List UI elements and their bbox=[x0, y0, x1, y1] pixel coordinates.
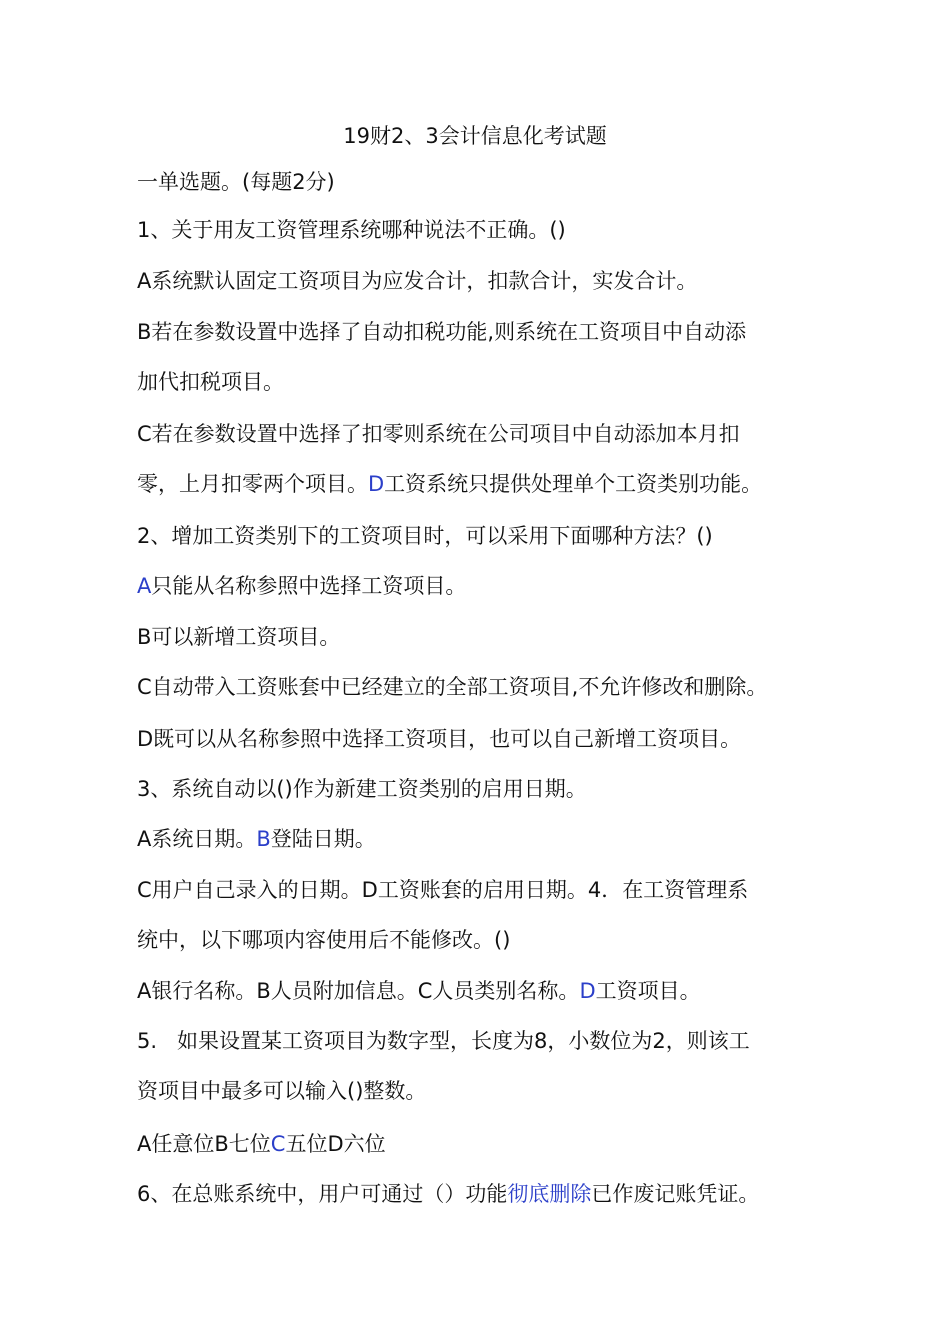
question-5-option-c-letter: C bbox=[270, 1132, 286, 1156]
question-3-stem: 3、系统自动以()作为新建工资类别的启用日期。 bbox=[137, 777, 587, 801]
question-5-stem-line-1: 5. 如果设置某工资项目为数字型，长度为8，小数位为2，则该工 bbox=[137, 1029, 750, 1053]
question-4-option-d-text: 工资项目。 bbox=[595, 979, 701, 1003]
question-6-stem bbox=[137, 1180, 837, 1208]
question-2-option-c: C自动带入工资账套中已经建立的全部工资项目,不允许修改和删除。 bbox=[137, 675, 768, 699]
question-5-option-c-text: 五位 bbox=[285, 1132, 328, 1156]
question-5-options bbox=[137, 1130, 837, 1158]
question-3-options-a-b bbox=[137, 825, 837, 853]
question-3-option-b-text: 登陆日期。 bbox=[270, 827, 376, 851]
question-1-option-c-line-1: C若在参数设置中选择了扣零则系统在公司项目中自动添加本月扣 bbox=[137, 422, 740, 446]
question-4-options-a-b-c: A银行名称。B人员附加信息。C人员类别名称。 bbox=[137, 979, 580, 1003]
question-2-option-a-text: 只能从名称参照中选择工资项目。 bbox=[151, 574, 467, 598]
page-title: 19财2、3会计信息化考试题 bbox=[343, 124, 607, 148]
question-3-options-c-d: C用户自己录入的日期。D工资账套的启用日期。4．在工资管理系 bbox=[137, 878, 749, 902]
question-2-stem: 2、增加工资类别下的工资项目时，可以采用下面哪种方法？() bbox=[137, 524, 713, 548]
question-2-option-d: D既可以从名称参照中选择工资项目，也可以自己新增工资项目。 bbox=[137, 727, 742, 751]
question-4-option-d-letter: D bbox=[579, 979, 596, 1003]
question-3-option-a: A系统日期。 bbox=[137, 827, 257, 851]
question-5-option-d: D六位 bbox=[327, 1132, 386, 1156]
question-1-option-b-line-1: B若在参数设置中选择了自动扣税功能,则系统在工资项目中自动添 bbox=[137, 320, 747, 344]
question-3-option-b-letter: B bbox=[256, 827, 271, 851]
question-4-stem: 统中，以下哪项内容使用后不能修改。() bbox=[137, 928, 511, 952]
question-5-stem-line-2: 资项目中最多可以输入()整数。 bbox=[137, 1079, 427, 1103]
section-heading: 一单选题。(每题2分) bbox=[137, 170, 335, 194]
question-1-option-d-letter: D bbox=[368, 472, 385, 496]
question-1-option-a: A系统默认固定工资项目为应发合计，扣款合计，实发合计。 bbox=[137, 269, 698, 293]
question-1-option-c-line-2: 零，上月扣零两个项目。 bbox=[137, 472, 368, 496]
question-6-stem-after: 已作废记账凭证。 bbox=[591, 1182, 760, 1206]
question-2-option-a-letter: A bbox=[137, 574, 152, 598]
question-2-option-a bbox=[137, 572, 837, 600]
question-4-options bbox=[137, 977, 837, 1005]
question-1-option-b-line-2: 加代扣税项目。 bbox=[137, 370, 284, 394]
question-6-stem-highlight: 彻底删除 bbox=[507, 1182, 592, 1206]
question-1-option-c-d-line bbox=[137, 470, 837, 498]
question-1-stem: 1、关于用友工资管理系统哪种说法不正确。() bbox=[137, 218, 566, 242]
question-5-options-a-b: A任意位B七位 bbox=[137, 1132, 271, 1156]
question-6-stem-before: 6、在总账系统中，用户可通过（）功能 bbox=[137, 1182, 508, 1206]
question-1-option-d-text: 工资系统只提供处理单个工资类别功能。 bbox=[384, 472, 763, 496]
question-2-option-b: B可以新增工资项目。 bbox=[137, 625, 341, 649]
